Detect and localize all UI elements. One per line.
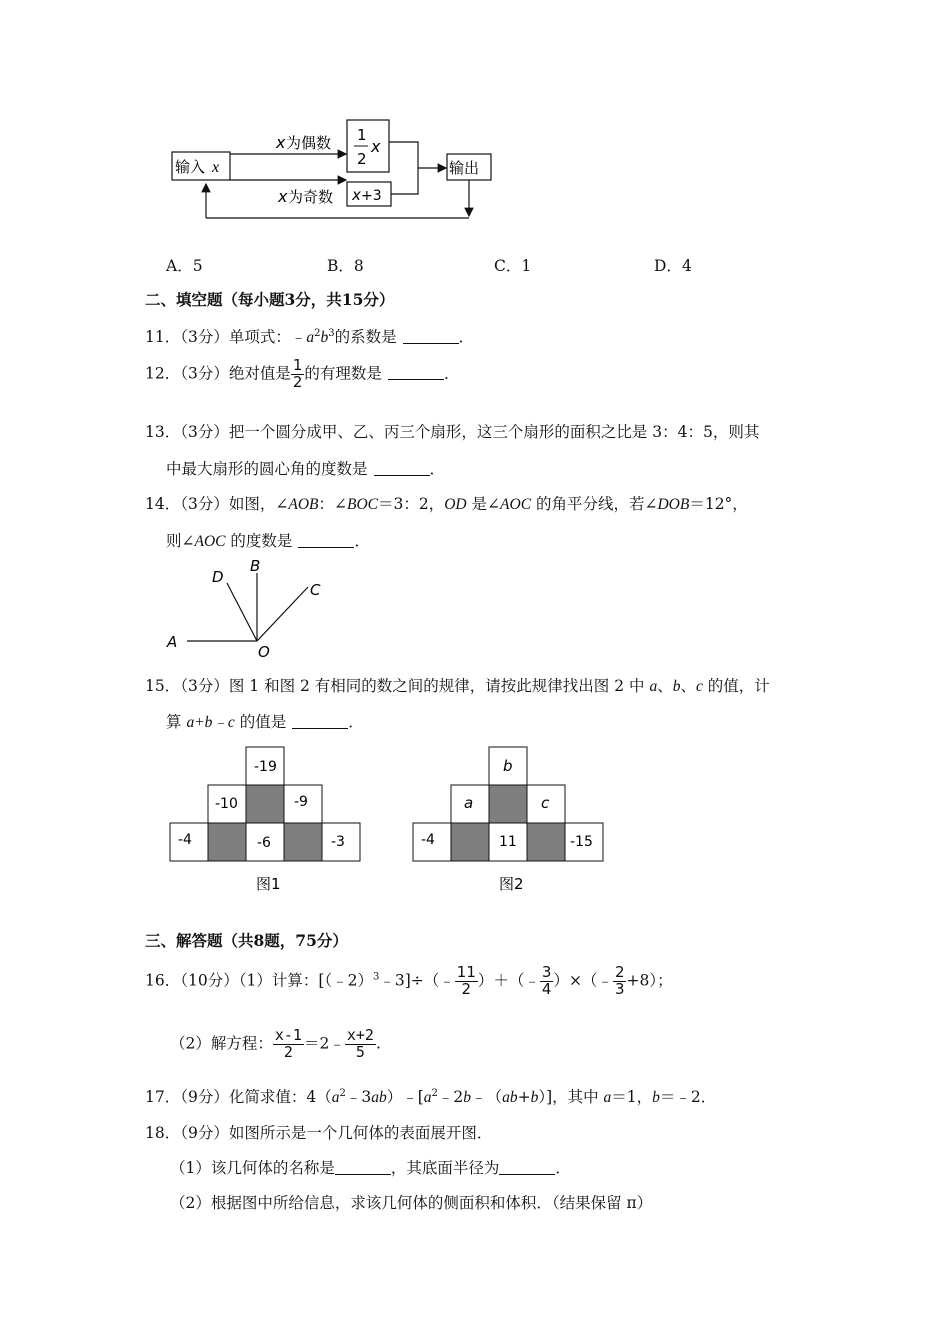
figure-2: [411, 745, 606, 895]
plus3-text: +3: [361, 188, 382, 204]
answer-blank[interactable]: [298, 533, 354, 548]
fig1-br: -3: [331, 834, 345, 850]
question-16-part2: （2）解方程： $\frac{x-1}{2}$ ＝2﹣ $\frac{x+2}{5}$ .: [170, 1026, 381, 1061]
flowchart: [160, 110, 510, 230]
question-18-sub1: （1）该几何体的名称是 ，其底面半径为 ．: [170, 1159, 571, 1177]
fig2-right: c: [541, 794, 550, 812]
fig1-caption: 图1: [256, 875, 281, 893]
question-18-intro: 18．（9分）如图所示是一个几何体的表面展开图．: [145, 1124, 493, 1142]
fig1-right: -9: [294, 794, 308, 810]
question-13-line2: 中最大扇形的圆心角的度数是 ．: [166, 460, 446, 478]
option-d: D．4: [654, 257, 692, 275]
fraction: $\frac{1}{2}$: [292, 356, 303, 391]
answer-blank[interactable]: [335, 1160, 391, 1175]
question-13-line1: 13．（3分）把一个圆分成甲、乙、丙三个扇形，这三个扇形的面积之比是 3：4：5，则其: [145, 423, 760, 441]
fig2-br: -15: [570, 834, 593, 850]
label-o: O: [258, 643, 270, 660]
answer-blank[interactable]: [403, 329, 459, 344]
question-12: 12．（3分）绝对值是 $\frac{1}{2}$ 的有理数是 ．: [145, 356, 460, 391]
question-14-line1: 14．（3分）如图，∠AOB：∠BOC＝3：2，OD 是∠AOC 的角平分线，若∠DOB＝12°，: [145, 495, 748, 513]
answer-blank[interactable]: [499, 1160, 555, 1175]
answer-blank[interactable]: [292, 714, 348, 729]
question-15-line2: 算 a+b﹣c 的值是 ．: [166, 713, 364, 731]
figure-1: [168, 745, 363, 895]
half-den: 2: [357, 150, 367, 168]
angle-figure: [160, 555, 340, 660]
half-var: x: [371, 137, 381, 156]
even-label: 为偶数: [286, 134, 332, 152]
option-b: B．8: [327, 257, 364, 275]
answer-blank[interactable]: [388, 365, 444, 380]
question-11: 11．（3分）单项式：$﹣a^2b^3$的系数是 ．: [145, 328, 475, 346]
label-a: A: [167, 633, 178, 651]
fig2-bl: -4: [421, 832, 435, 848]
fig2-caption: 图2: [499, 875, 524, 893]
section-2-heading: 二、填空题（每小题3分，共15分）: [145, 290, 395, 309]
question-18-sub2: （2）根据图中所给信息，求该几何体的侧面积和体积．（结果保留 π）: [170, 1194, 653, 1212]
input-label: 输入: [175, 158, 206, 176]
question-15-line1: 15．（3分）图 1 和图 2 有相同的数之间的规律，请按此规律找出图 2 中 a、b、c 的值，计: [145, 677, 770, 695]
output-label: 输出: [449, 159, 480, 177]
label-b: B: [250, 557, 261, 575]
fig1-bm: -6: [257, 835, 271, 851]
question-16-part1: 16．（10分）（1）计算：[（﹣2）$^3$﹣3]÷（﹣ $\frac{11}{2}$ ）＋（﹣ $\frac{3}{4}$ ）×（﹣ $\frac{2}{3}$ +8）；: [145, 963, 673, 998]
section-3-heading: 三、解答题（共8题，75分）: [145, 931, 348, 950]
fig1-top: -19: [254, 759, 277, 775]
fig1-bl: -4: [178, 832, 192, 848]
fig2-bm: 11: [499, 834, 517, 850]
label-c: C: [310, 581, 321, 599]
odd-label: 为奇数: [288, 188, 334, 206]
odd-var: x: [278, 187, 288, 206]
label-d: D: [212, 568, 224, 586]
option-a: A．5: [166, 257, 203, 275]
answer-blank[interactable]: [374, 461, 430, 476]
fig1-left: -10: [215, 796, 238, 812]
fig2-left: a: [464, 794, 474, 812]
half-num: 1: [357, 126, 367, 144]
question-14-line2: 则∠AOC 的度数是 ．: [166, 532, 370, 550]
input-var: x: [212, 159, 220, 176]
plus3-var: x: [352, 186, 361, 204]
question-17: 17．（9分）化简求值：$4(a^2﹣3ab)﹣[a^2﹣2b﹣(ab+b)]$，其中 a＝1，b＝﹣2．: [145, 1088, 717, 1106]
option-c: C．1: [494, 257, 532, 275]
fig2-top: b: [503, 757, 513, 775]
even-var: x: [276, 133, 286, 152]
